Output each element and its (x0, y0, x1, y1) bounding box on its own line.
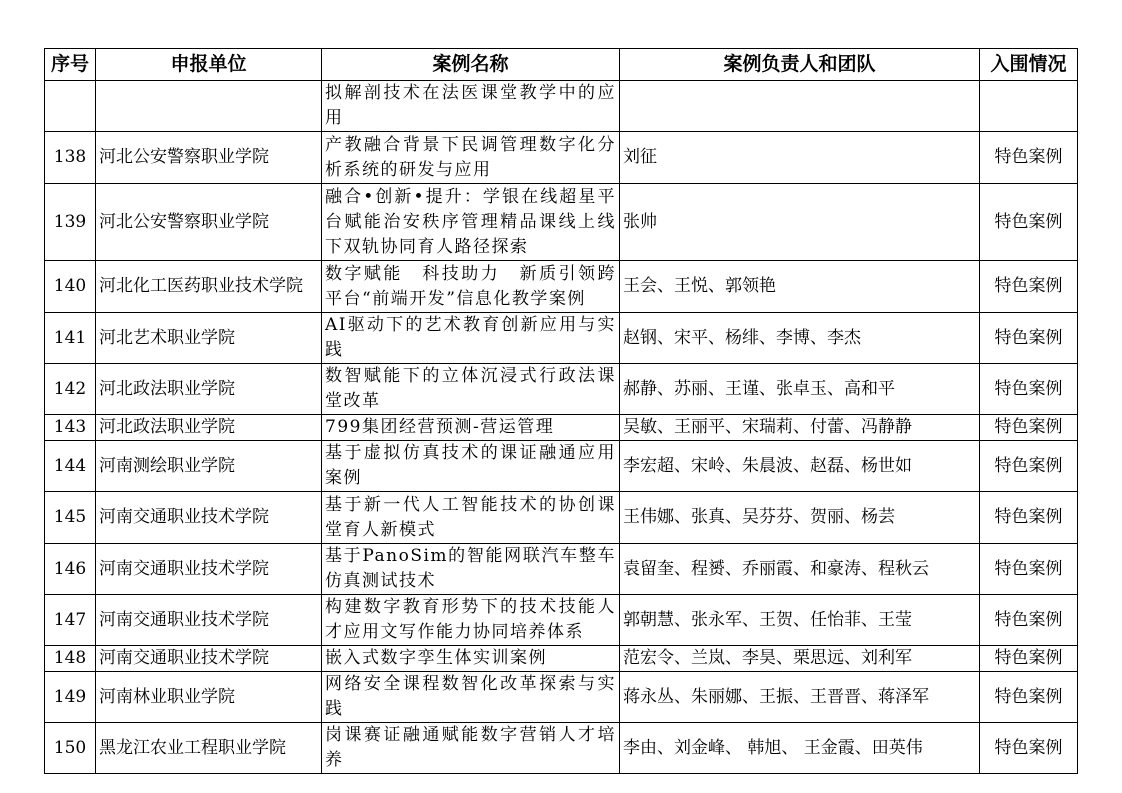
cell-name: 产教融合背景下民调管理数字化分析系统的研发与应用 (322, 132, 620, 184)
table-row (45, 544, 1078, 595)
cell-status: 特色案例 (980, 261, 1078, 313)
cell-unit: 河北政法职业学院 (96, 415, 322, 441)
cases-table (44, 48, 1078, 774)
header-unit: 申报单位 (96, 49, 322, 81)
cell-name: AI驱动下的艺术教育创新应用与实践 (322, 313, 620, 364)
cell-team (620, 81, 980, 132)
cell-name: 数字赋能 科技助力 新质引领跨平台“前端开发”信息化教学案例 (322, 261, 620, 313)
cell-status: 特色案例 (980, 364, 1078, 415)
cell-status: 特色案例 (980, 441, 1078, 492)
cell-unit: 河北政法职业学院 (96, 364, 322, 415)
cell-status: 特色案例 (980, 492, 1078, 544)
cell-team: 蒋永丛、朱丽娜、王振、王晋晋、蒋泽军 (620, 672, 980, 723)
cell-no: 138 (45, 132, 96, 184)
cell-name: 基于PanoSim的智能网联汽车整车仿真测试技术 (322, 544, 620, 595)
table-row (45, 261, 1078, 313)
cell-team: 赵钢、宋平、杨绯、李博、李杰 (620, 313, 980, 364)
cell-unit: 河南交通职业技术学院 (96, 595, 322, 646)
cell-unit: 黑龙江农业工程职业学院 (96, 723, 322, 774)
cell-no: 145 (45, 492, 96, 544)
cell-team: 郝静、苏丽、王谨、张卓玉、高和平 (620, 364, 980, 415)
cell-status: 特色案例 (980, 415, 1078, 441)
cell-unit: 河北公安警察职业学院 (96, 184, 322, 261)
cell-no: 148 (45, 646, 96, 672)
cell-unit: 河南交通职业技术学院 (96, 492, 322, 544)
cell-status: 特色案例 (980, 132, 1078, 184)
header-name: 案例名称 (322, 49, 620, 81)
table-row (45, 184, 1078, 261)
header-row (45, 49, 1078, 81)
cell-status: 特色案例 (980, 672, 1078, 723)
cell-no: 142 (45, 364, 96, 415)
cell-unit: 河南测绘职业学院 (96, 441, 322, 492)
cell-team: 袁留奎、程赟、乔丽霞、和豪涛、程秋云 (620, 544, 980, 595)
table-row (45, 415, 1078, 441)
cell-no: 141 (45, 313, 96, 364)
cell-no: 139 (45, 184, 96, 261)
cell-unit: 河北公安警察职业学院 (96, 132, 322, 184)
cell-unit: 河北艺术职业学院 (96, 313, 322, 364)
cell-status (980, 81, 1078, 132)
cell-status: 特色案例 (980, 544, 1078, 595)
cell-name: 嵌入式数字孪生体实训案例 (322, 646, 620, 672)
cell-status: 特色案例 (980, 595, 1078, 646)
cell-team: 刘征 (620, 132, 980, 184)
cell-team: 李宏超、宋岭、朱晨波、赵磊、杨世如 (620, 441, 980, 492)
cell-no: 146 (45, 544, 96, 595)
cell-team: 范宏令、兰岚、李昊、栗思远、刘利军 (620, 646, 980, 672)
cell-name: 岗课赛证融通赋能数字营销人才培养 (322, 723, 620, 774)
cell-status: 特色案例 (980, 723, 1078, 774)
cell-unit: 河南交通职业技术学院 (96, 544, 322, 595)
cell-no: 140 (45, 261, 96, 313)
cell-team: 李由、刘金峰、 韩旭、 王金霞、田英伟 (620, 723, 980, 774)
cell-unit: 河北化工医药职业技术学院 (96, 261, 322, 313)
header-no: 序号 (45, 49, 96, 81)
cell-status: 特色案例 (980, 313, 1078, 364)
table-row (45, 646, 1078, 672)
table-row (45, 672, 1078, 723)
cell-name: 融合•创新•提升：学银在线超星平台赋能治安秩序管理精品课线上线下双轨协同育人路径探索 (322, 184, 620, 261)
cell-team: 郭朝慧、张永军、王贺、任怡菲、王莹 (620, 595, 980, 646)
cell-no: 144 (45, 441, 96, 492)
table-row (45, 492, 1078, 544)
header-status: 入围情况 (980, 49, 1078, 81)
cell-unit: 河南林业职业学院 (96, 672, 322, 723)
cell-unit: 河南交通职业技术学院 (96, 646, 322, 672)
cell-status: 特色案例 (980, 184, 1078, 261)
cell-no: 147 (45, 595, 96, 646)
cell-name: 基于新一代人工智能技术的协创课堂育人新模式 (322, 492, 620, 544)
cell-team: 王会、王悦、郭领艳 (620, 261, 980, 313)
cell-name-continuation: 拟解剖技术在法医课堂教学中的应用 (322, 81, 620, 132)
cell-team: 王伟娜、张真、吴芬芬、贺丽、杨芸 (620, 492, 980, 544)
cell-team: 张帅 (620, 184, 980, 261)
cell-status: 特色案例 (980, 646, 1078, 672)
cell-team: 吴敏、王丽平、宋瑞莉、付蕾、冯静静 (620, 415, 980, 441)
cell-name: 构建数字教育形势下的技术技能人才应用文写作能力协同培养体系 (322, 595, 620, 646)
continuation-row (45, 81, 1078, 132)
cell-no: 143 (45, 415, 96, 441)
cell-name: 数智赋能下的立体沉浸式行政法课堂改革 (322, 364, 620, 415)
table-row (45, 364, 1078, 415)
cell-name: 799集团经营预测-营运管理 (322, 415, 620, 441)
table-row (45, 313, 1078, 364)
table-row (45, 723, 1078, 774)
cell-no (45, 81, 96, 132)
cell-name: 基于虚拟仿真技术的课证融通应用案例 (322, 441, 620, 492)
table-row (45, 132, 1078, 184)
header-team: 案例负责人和团队 (620, 49, 980, 81)
cell-name: 网络安全课程数智化改革探索与实践 (322, 672, 620, 723)
cell-no: 150 (45, 723, 96, 774)
cell-unit (96, 81, 322, 132)
table-row (45, 441, 1078, 492)
table-row (45, 595, 1078, 646)
cell-no: 149 (45, 672, 96, 723)
